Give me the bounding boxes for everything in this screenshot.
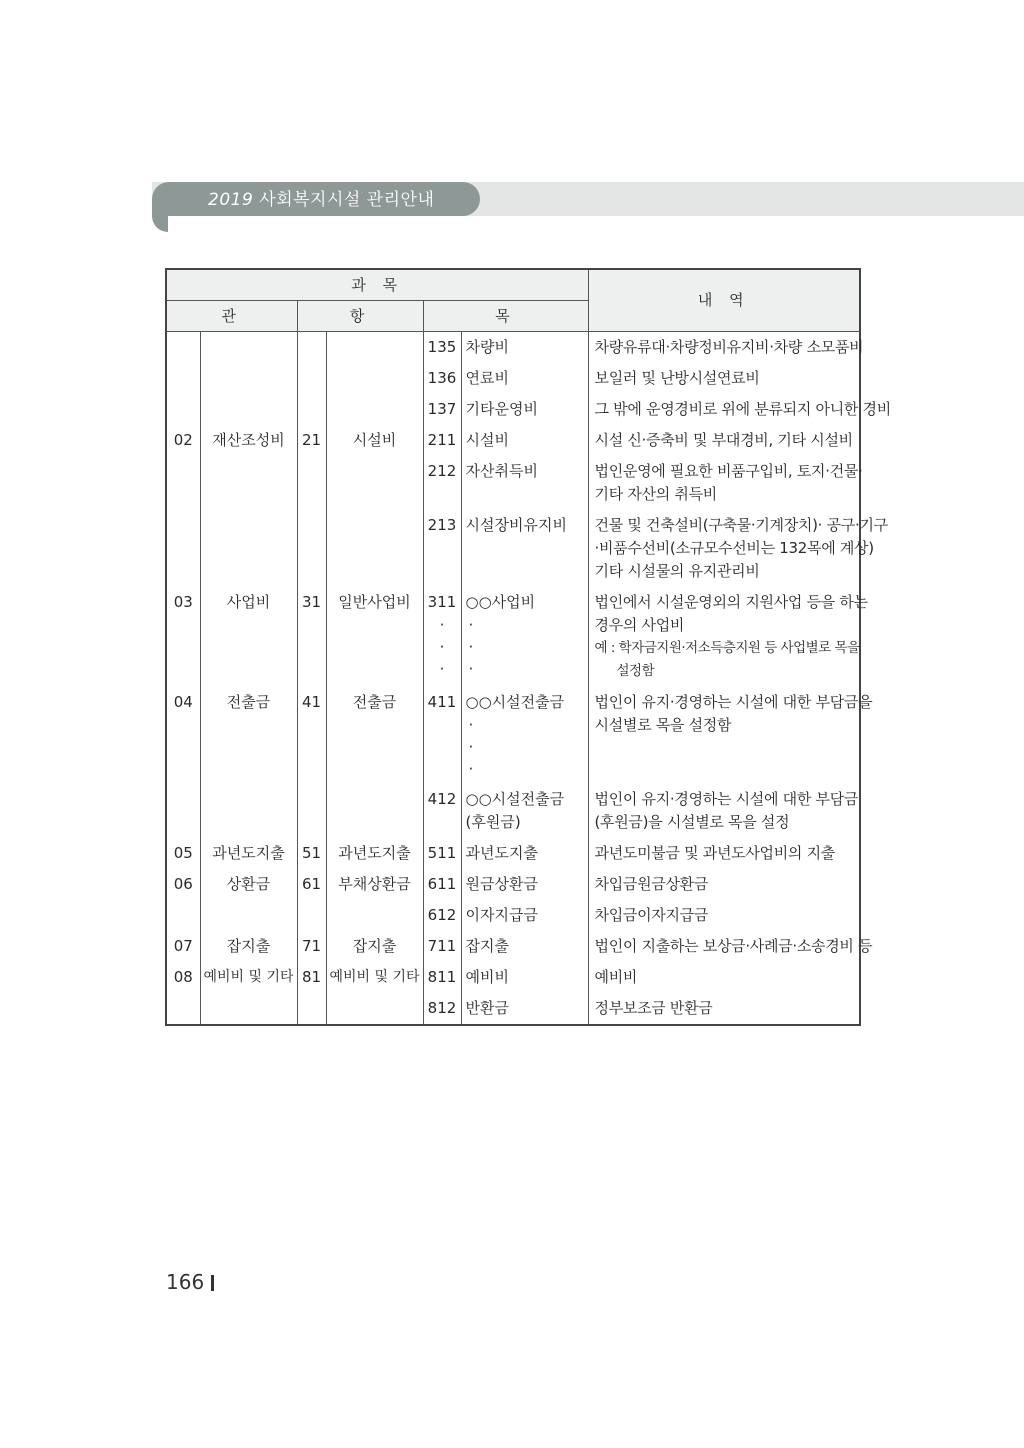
table-row	[166, 962, 860, 993]
budget-account-table	[165, 268, 891, 1026]
hang-code: 51	[297, 838, 326, 869]
detail-line: 건물 및 건축설비(구축물·기계장치)· 공구·기구	[594, 516, 888, 534]
page-number: 166	[166, 1270, 205, 1294]
mok-name: 시설장비유지비	[461, 510, 588, 587]
hang-code: 81	[297, 962, 326, 993]
hang-name: 과년도지출	[326, 838, 423, 869]
hang-code: 71	[297, 931, 326, 962]
table-row	[166, 900, 860, 931]
mok-name: 이자지급금	[461, 900, 588, 931]
continuation-dot: ·	[439, 660, 445, 678]
detail: 정부보조금 반환금	[588, 993, 860, 1025]
detail-line: ·비품수선비(소규모수선비는 132목에 계상)	[594, 539, 874, 557]
gwan-name: 예비비 및 기타	[200, 962, 297, 993]
hang-name: 부채상환금	[326, 869, 423, 900]
header-tab-curl	[152, 210, 168, 232]
mok-code: 511	[423, 838, 461, 869]
header-mok: 목	[423, 301, 588, 332]
detail-line: 법인운영에 필요한 비품구입비, 토지·건물·	[594, 462, 863, 480]
gwan-code: 02	[173, 431, 193, 449]
mok-name-line: (후원금)	[465, 813, 521, 831]
detail-line: (후원금)을 시설별로 목을 설정	[594, 813, 790, 831]
table-row	[166, 363, 860, 394]
continuation-dot: ·	[468, 638, 474, 656]
header-title: 사회복지시설 관리안내	[259, 190, 435, 210]
mok-code: 811	[423, 962, 461, 993]
continuation-dot: ·	[468, 738, 474, 756]
mok-code-cell	[423, 587, 461, 687]
table-row	[166, 993, 860, 1025]
mok-name: ○○사업비	[465, 593, 536, 611]
gwan-code: 04	[173, 693, 193, 711]
detail: 법인이 지출하는 보상금·사례금·소송경비 등	[588, 931, 860, 962]
detail-note-line: 예 : 학자금지원·저소득층지원 등 사업별로 목을	[594, 640, 860, 656]
detail: 예비비	[588, 962, 860, 993]
mok-name-line: ○○시설전출금	[465, 790, 565, 808]
mok-code: 213	[423, 510, 461, 587]
mok-name-cell	[461, 784, 588, 838]
detail: 그 밖에 운영경비로 위에 분류되지 아니한 경비	[588, 394, 860, 425]
header-gwan: 관	[166, 301, 297, 332]
detail	[588, 510, 888, 587]
gwan-name: 과년도지출	[200, 838, 297, 869]
mok-code: 137	[423, 394, 461, 425]
table-row	[166, 587, 860, 687]
mok-code: 711	[423, 931, 461, 962]
running-header	[208, 189, 434, 211]
header-year: 2019	[208, 190, 254, 210]
hang-name: 시설비	[326, 425, 423, 456]
hang-name: 잡지출	[326, 931, 423, 962]
mok-code: 411	[423, 687, 461, 784]
detail-line: 시설별로 목을 설정함	[594, 716, 732, 734]
detail: 과년도미불금 및 과년도사업비의 지출	[588, 838, 860, 869]
table-row	[166, 838, 860, 869]
gwan-name: 전출금	[200, 687, 297, 784]
continuation-dot: ·	[468, 716, 474, 734]
hang-code: 21	[297, 425, 326, 456]
table-row	[166, 784, 860, 838]
header-subject-group: 과 목	[166, 269, 588, 301]
detail	[588, 784, 860, 838]
mok-name: 자산취득비	[461, 456, 588, 510]
gwan-name: 상환금	[200, 869, 297, 900]
mok-name: 과년도지출	[461, 838, 588, 869]
mok-code: 612	[423, 900, 461, 931]
table-row	[166, 510, 860, 587]
mok-name: 기타운영비	[461, 394, 588, 425]
detail: 보일러 및 난방시설연료비	[588, 363, 860, 394]
detail: 차입금이자지급금	[588, 900, 860, 931]
hang-name: 일반사업비	[326, 587, 423, 687]
mok-name-cell	[461, 587, 588, 687]
detail-line: 기타 자산의 취득비	[594, 485, 717, 503]
continuation-dot: ·	[468, 760, 474, 778]
mok-code: 311	[427, 593, 457, 611]
detail	[588, 687, 873, 784]
mok-name: 예비비	[461, 962, 588, 993]
mok-name: ○○시설전출금	[465, 693, 565, 711]
continuation-dot: ·	[468, 660, 474, 678]
hang-name: 예비비 및 기타	[326, 962, 423, 993]
gwan-code: 05	[173, 844, 193, 862]
detail: 시설 신·증축비 및 부대경비, 기타 시설비	[588, 425, 860, 456]
mok-name: 원금상환금	[461, 869, 588, 900]
hang-code: 61	[297, 869, 326, 900]
table-row	[166, 687, 860, 784]
header-detail: 내 역	[588, 269, 860, 332]
hang-code: 31	[297, 587, 326, 687]
detail-line: 법인이 유지·경영하는 시설에 대한 부담금	[594, 790, 859, 808]
mok-code: 212	[423, 456, 461, 510]
mok-name: 연료비	[461, 363, 588, 394]
hang-code: 41	[297, 687, 326, 784]
mok-code: 136	[423, 363, 461, 394]
mok-code: 611	[423, 869, 461, 900]
gwan-name: 잡지출	[200, 931, 297, 962]
detail-line: 기타 시설물의 유지관리비	[594, 562, 760, 580]
gwan-code: 03	[173, 593, 193, 611]
page-number-bar	[211, 1275, 214, 1291]
mok-name: 잡지출	[461, 931, 588, 962]
mok-code: 412	[423, 784, 461, 838]
table-row	[166, 332, 860, 364]
table-row	[166, 869, 860, 900]
table-row	[166, 456, 860, 510]
mok-name: 차량비	[461, 332, 588, 364]
detail	[588, 456, 863, 510]
mok-name: 시설비	[461, 425, 588, 456]
gwan-code: 06	[173, 875, 193, 893]
mok-name: 반환금	[461, 993, 588, 1025]
continuation-dot: ·	[468, 616, 474, 634]
continuation-dot: ·	[439, 638, 445, 656]
gwan-code: 07	[173, 937, 193, 955]
detail: 차입금원금상환금	[588, 869, 860, 900]
mok-code: 135	[423, 332, 461, 364]
mok-name-cell	[461, 687, 588, 784]
detail-note-line: 설정함	[616, 663, 655, 679]
gwan-code: 08	[173, 968, 193, 986]
hang-name: 전출금	[326, 687, 423, 784]
table-row	[166, 394, 860, 425]
mok-code: 812	[423, 993, 461, 1025]
detail-line: 경우의 사업비	[594, 616, 685, 634]
detail-line: 법인이 유지·경영하는 시설에 대한 부담금을	[594, 693, 873, 711]
detail-line: 법인에서 시설운영외의 지원사업 등을 하는	[594, 593, 868, 611]
table-row	[166, 425, 860, 456]
header-hang: 항	[297, 301, 423, 332]
detail	[588, 587, 868, 687]
detail: 차량유류대·차량정비유지비·차량 소모품비	[588, 332, 860, 364]
continuation-dot: ·	[439, 616, 445, 634]
gwan-name: 재산조성비	[200, 425, 297, 456]
gwan-name: 사업비	[200, 587, 297, 687]
mok-code: 211	[423, 425, 461, 456]
table-row	[166, 931, 860, 962]
